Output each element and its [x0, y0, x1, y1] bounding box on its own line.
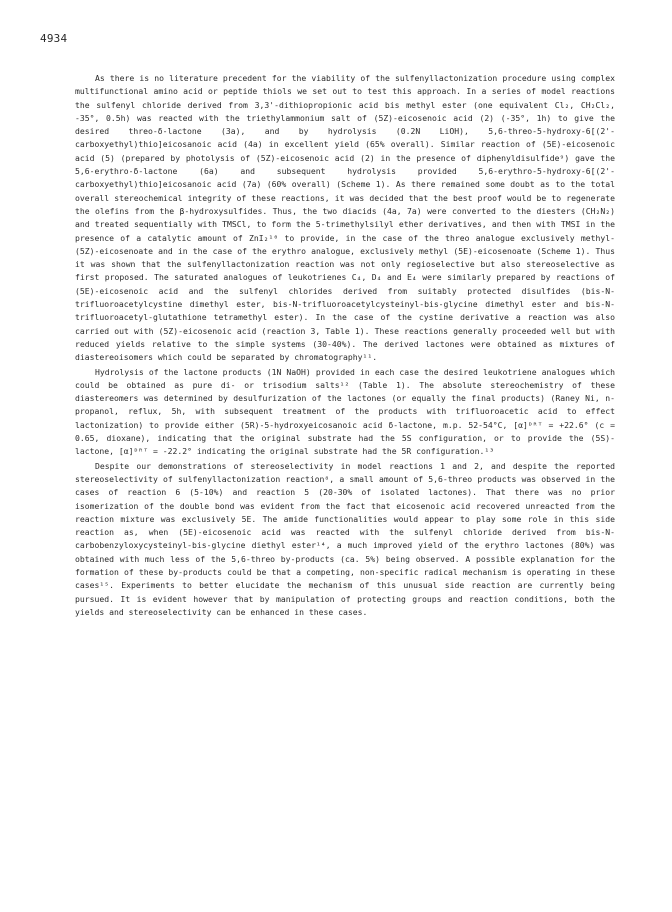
paragraph-2: Hydrolysis of the lactone products (1N NaOH) provided in each case the desired leukotriene analogues which could be obtained as pure di- or trisodium salts¹² (Table 1). The absolute stereochemistry of these diastereomers was determined by desulfurization of the lactones (or equally the final products) (Raney Ni, n-propanol, reflux, 5h, with subsequent treatment of the products with trifluoroacetic acid to effect lactonization) to provide either (5R)-5-hydroxyeicosanoic acid δ-lactone, m.p. 52-54°C, [α]ᴰᴿᵀ = +22.6° (c = 0.65, dioxane), indicating that the original substrate had the 5S configuration, or to provide the (5S)-lactone, [α]ᴰᴿᵀ = -22.2° indicating the original substrate had the 5R configuration.¹³ — [75, 366, 615, 457]
page-number: 4934 — [40, 32, 68, 45]
paragraph-1: As there is no literature precedent for the viability of the sulfenyllactonization procedure using complex multifunctional amino acid or peptide thiols we set out to test this approach. In a series of model reactions the sulfenyl chloride derived from 3,3'-dithiopropionic acid bis methyl ester (one equivalent Cl₂, CH₂Cl₂, -35°, 0.5h) was reacted with the triethylammonium salt of (5Z)-eicosenoic acid (2) (-35°, 1h) to give the desired threo-δ-lactone (3a), and by hydrolysis (0.2N LiOH), 5,6-threo-5-hydroxy-6[(2'-carboxyethyl)thio]eicosanoic acid (4a) in excellent yield (65% overall). Similar reaction of (5E)-eicosenoic acid (5) (prepared by photolysis of (5Z)-eicosenoic acid (2) in the presence of diphenyldisulfide⁹) gave the 5,6-erythro-δ-lactone (6a) and subsequent hydrolysis provided 5,6-erythro-5-hydroxy-6[(2'-carboxyethyl)thio]eicosanoic acid (7a) (60% overall) (Scheme 1). As there remained some doubt as to the total overall stereochemical integrity of these reactions, it was decided that the best proof would be to regenerate the olefins from the β-hydroxysulfides. Thus, the two diacids (4a, 7a) were converted to the diesters (CH₂N₂) and treated sequentially with TMSCl, to form the 5-trimethylsilyl ether derivatives, and then with TMSI in the presence of a catalytic amount of ZnI₂¹⁰ to provide, in the case of the threo analogue exclusively methyl-(5Z)-eicosenoate and in the case of the erythro analogue, exclusively methyl (5E)-eicosenoate (Scheme 1). Thus it was shown that the sulfenyllactonization reaction was not only regioselective but also stereoselective as first proposed. The saturated analogues of leukotrienes C₄, D₄ and E₄ were similarly prepared by reactions of (5E)-eicosenoic acid and the sulfenyl chlorides derived from suitably protected disulfides (bis-N-trifluoroacetylcystine dimethyl ester, bis-N-trifluoroacetylcysteinyl-bis-glycine dimethyl ester and bis-N-trifluoroacetyl-glutathione tetramethyl ester). In the case of the cystine derivative a reaction was also carried out with (5Z)-eicosenoic acid (reaction 3, Table 1). These reactions generally proceeded well but with reduced yields relative to the simple systems (30-40%). The derived lactones were obtained as mixtures of diastereoisomers which could be separated by chromatography¹¹. — [75, 73, 615, 363]
article-body — [75, 72, 615, 619]
paragraph-3: Despite our demonstrations of stereoselectivity in model reactions 1 and 2, and despite the reported stereoselectivity of sulfenyllactonization reaction⁸, a small amount of 5,6-threo products was observed in the cases of reaction 6 (5-10%) and reaction 5 (20-30% of isolated lactones). That there was no prior isomerization of the double bond was evident from the fact that eicosenoic acid recovered unreacted from the reaction mixture was exclusively 5E. The amide functionalities would appear to play some role in this side reaction as, when (5E)-eicosenoic acid was reacted with the sulfenyl chloride derived from bis-N-carbobenzyloxycysteinyl-bis-glycine diethyl ester¹⁴, a much improved yield of the erythro lactones (80%) was obtained with much less of the 5,6-threo by-products (ca. 5%) being observed. A possible explanation for the formation of these by-products could be that a competing, non-specific radical mechanism is operating in these cases¹⁵. Experiments to better elucidate the mechanism of this unusual side reaction are currently being pursued. It is evident however that by manipulation of protecting groups and reaction conditions, both the yields and stereoselectivity can be enhanced in these cases. — [75, 460, 615, 617]
